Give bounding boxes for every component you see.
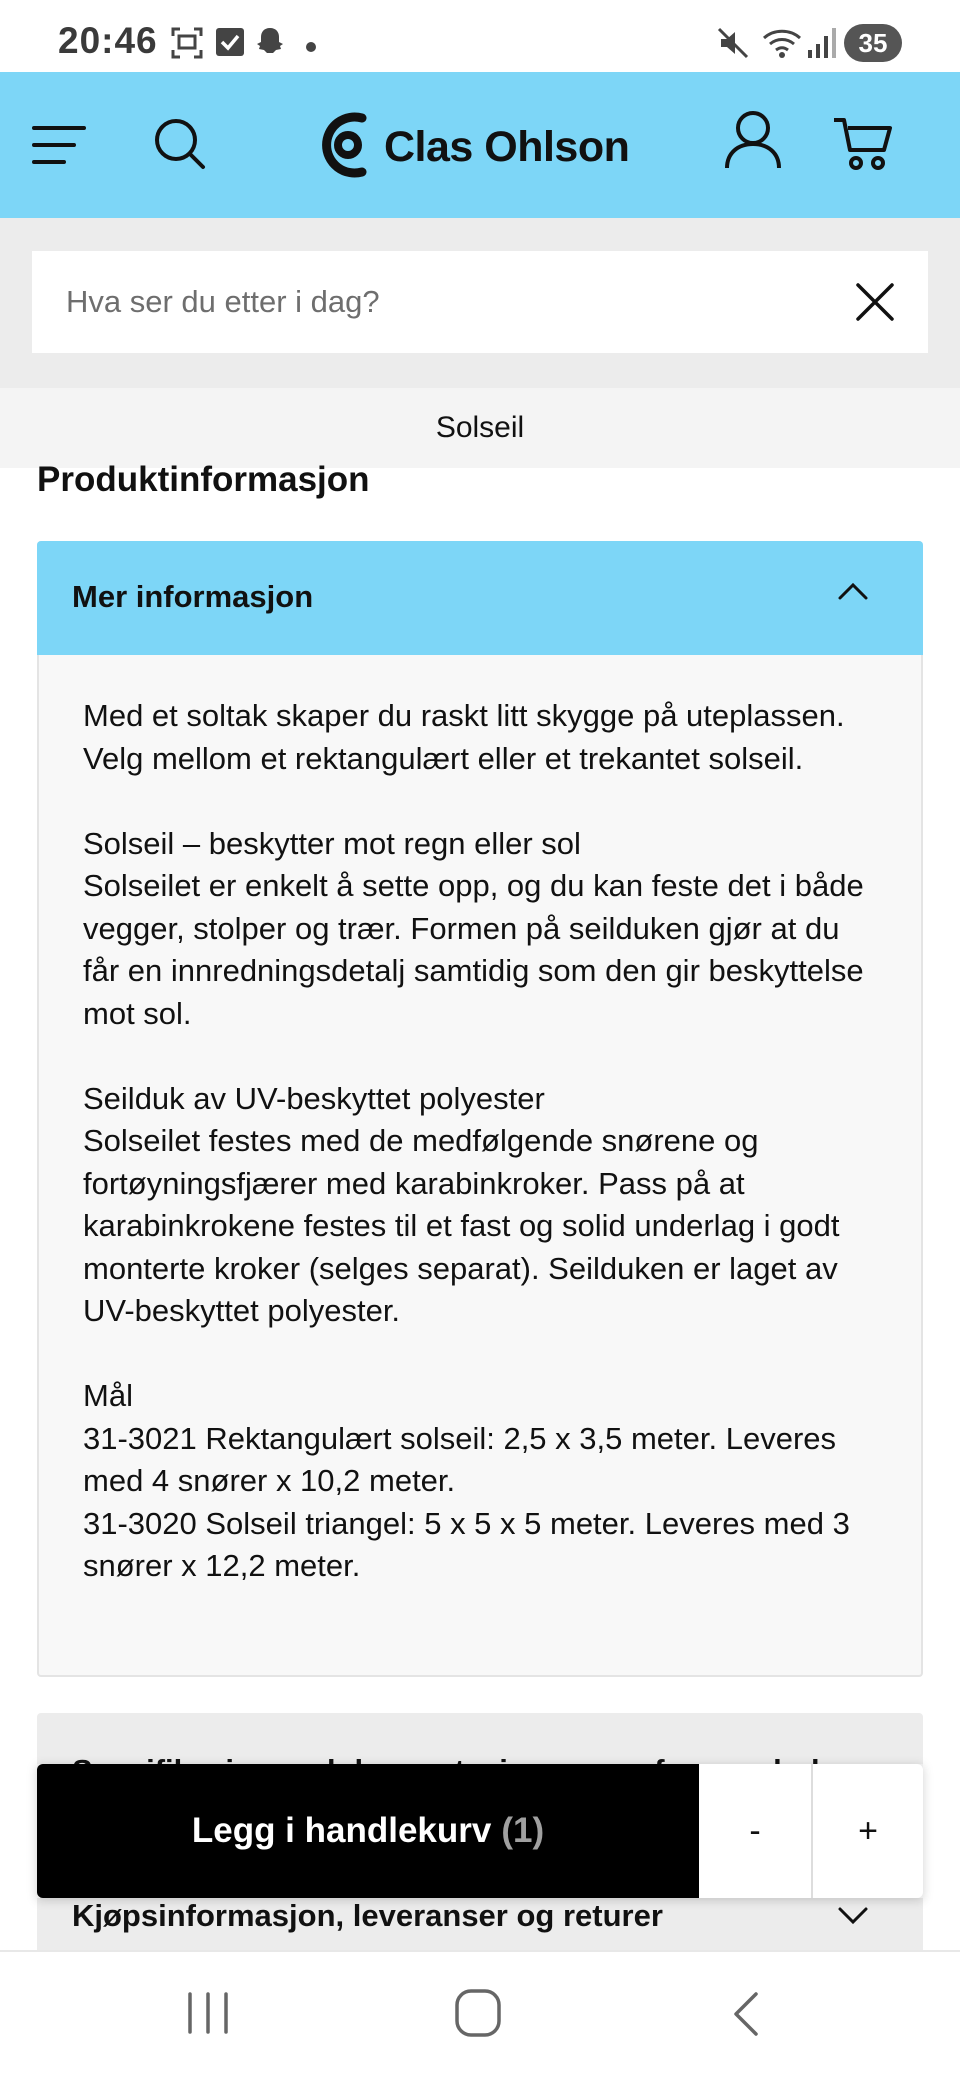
dimensions-heading: Mål <box>83 1378 133 1413</box>
battery-icon: 35 <box>844 24 902 62</box>
back-icon[interactable] <box>730 1990 762 2043</box>
feature-text: Solseilet er enkelt å sette opp, og du kan feste det i både vegger, stolper og trær. Formen på seilduken gjør at du får en innredningsdetalj samtidig som den gir beskyttelse mot sol. <box>83 868 864 1031</box>
search-bar <box>0 218 960 388</box>
accordion-purchase-info-label: Kjøpsinformasjon, leveranser og returer <box>72 1898 663 1933</box>
breadcrumb[interactable] <box>0 388 960 468</box>
wifi-icon <box>762 26 802 65</box>
dot-icon <box>306 39 316 57</box>
app-header <box>0 72 960 218</box>
user-icon[interactable] <box>724 110 782 175</box>
decrease-quantity-button[interactable]: - <box>699 1764 813 1898</box>
cart-icon[interactable] <box>832 114 894 177</box>
menu-icon[interactable] <box>32 122 88 173</box>
accordion-more-info-label: Mer informasjon <box>72 579 314 614</box>
add-to-cart-label: Legg i handlekurv <box>191 1811 492 1850</box>
close-icon[interactable] <box>852 279 898 325</box>
search-input[interactable] <box>66 251 846 353</box>
dimensions-rect: 31-3021 Rektangulært solseil: 2,5 x 3,5 meter. Leveres med 4 snører x 10,2 meter. <box>83 1420 837 1498</box>
material-heading: Seilduk av UV-beskyttet polyester <box>83 1080 545 1116</box>
material-text: Solseilet festes med de medfølgende snørene og fortøyningsfjærer med karabinkroker. Pass på at karabinkrokene festes til et fast og solid underlag i godt monterte kroker (selges separat). Seilduken er laget av UV-beskyttet polyester. <box>83 1123 840 1328</box>
brand-logo[interactable] <box>318 112 629 182</box>
status-time: 20:46 <box>58 20 158 61</box>
checkbox-icon <box>214 26 246 63</box>
add-to-cart-bar <box>37 1764 923 1898</box>
mute-icon <box>716 26 750 65</box>
cart-count: (1) <box>501 1811 545 1850</box>
section-title: Produktinformasjon <box>37 460 370 499</box>
signal-icon <box>806 26 836 65</box>
status-bar <box>0 0 960 72</box>
recent-apps-icon[interactable] <box>186 1990 230 2041</box>
search-icon[interactable] <box>152 116 208 177</box>
search-box[interactable] <box>32 251 928 353</box>
screenshot-icon <box>170 26 204 65</box>
description-text: Med et soltak skaper du raskt litt skygge på uteplassen. Velg mellom et rektangulært eller et trekantet solseil. <box>83 698 845 776</box>
chevron-down-icon[interactable] <box>837 1906 869 1931</box>
brand-name: Clas Ohlson <box>384 122 630 171</box>
add-to-cart-button[interactable] <box>37 1764 699 1898</box>
logo-icon <box>318 110 374 185</box>
increase-quantity-button[interactable]: + <box>813 1764 923 1898</box>
chevron-up-icon[interactable] <box>837 581 869 606</box>
feature-heading: Solseil – beskytter mot regn eller sol <box>83 825 581 861</box>
dimensions-triangle: 31-3020 Solseil triangel: 5 x 5 x 5 meter. Leveres med 3 snører x 12,2 meter. <box>83 1505 850 1583</box>
snapchat-icon <box>254 26 286 63</box>
accordion-more-info-header[interactable] <box>37 541 923 655</box>
breadcrumb-current[interactable]: Solseil <box>435 411 525 444</box>
home-icon[interactable] <box>454 1988 502 2043</box>
accordion-more-info-body <box>83 695 883 1588</box>
system-nav-bar <box>0 1950 960 2080</box>
